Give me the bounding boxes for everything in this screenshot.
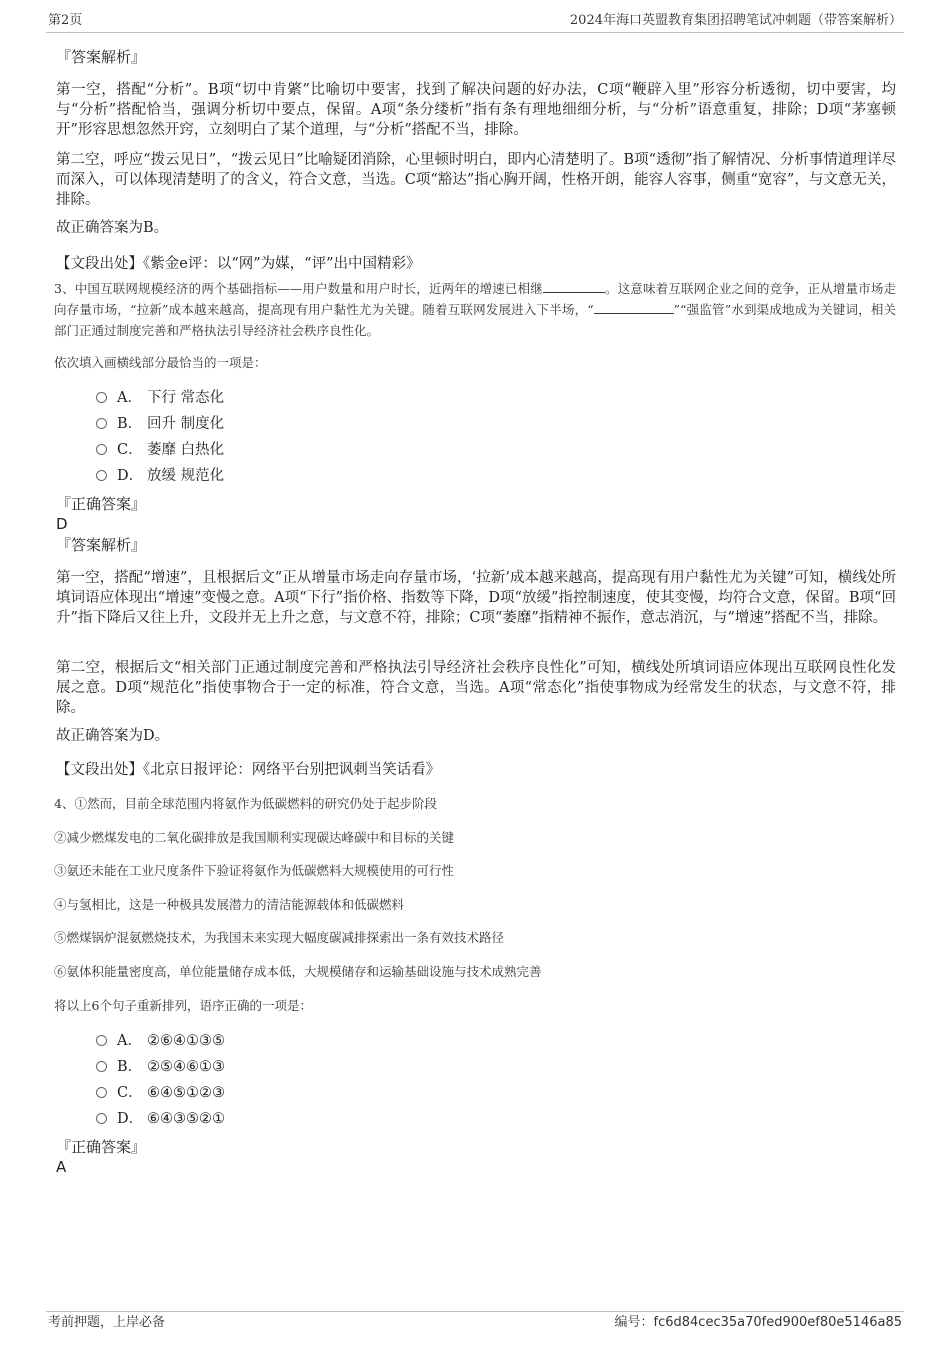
- analysis-label: 『答案解析』: [56, 536, 147, 554]
- correct-answer-label: 『正确答案』: [56, 1138, 147, 1156]
- sentence-item: ⑤燃煤锅炉混氨燃烧技术，为我国未来实现大幅度碳减排探索出一条有效技术路径: [54, 930, 505, 945]
- page-header: [46, 12, 904, 33]
- analysis-conclusion: 故正确答案为B。: [56, 220, 169, 236]
- sentence-item: ②减少燃煤发电的二氧化碳排放是我国顺利实现碳达峰碳中和目标的关键: [54, 830, 455, 845]
- source-citation: 【文段出处】《北京日报评论：网络平台别把讽刺当笑话看》: [56, 762, 441, 778]
- option-b[interactable]: [96, 413, 224, 435]
- sentence-item: ③氨还未能在工业尺度条件下验证将氨作为低碳燃料大规模使用的可行性: [54, 863, 455, 878]
- analysis-conclusion: 故正确答案为D。: [56, 728, 170, 744]
- correct-answer: A: [56, 1158, 67, 1176]
- option-text: 萎靡 白热化: [147, 442, 225, 458]
- option-d[interactable]: [96, 1108, 225, 1130]
- code-label: 编号：: [614, 1315, 654, 1330]
- option-text: ⑥④③⑤②①: [147, 1111, 225, 1127]
- correct-answer: D: [56, 515, 68, 533]
- question-stem: [54, 278, 896, 341]
- radio-icon[interactable]: [96, 1035, 107, 1046]
- analysis-label: 『答案解析』: [56, 48, 147, 66]
- question-prompt: 依次填入画横线部分最恰当的一项是：: [54, 355, 267, 370]
- source-citation: 【文段出处】《紫金e评：以“网”为媒，“评”出中国精彩》: [56, 256, 421, 272]
- option-text: ②⑤④⑥①③: [147, 1059, 225, 1075]
- radio-icon[interactable]: [96, 392, 107, 403]
- option-key: B．: [117, 1059, 143, 1075]
- question-stem-text: 。这意味着互联网企业之间的竞争，正从增量市场走向存量市场，“拉新”成本越来越高，提高现有用户黏性尤为关键。随着互联网发展进入下半场，“: [54, 281, 896, 317]
- fill-blank: [543, 280, 605, 293]
- radio-icon[interactable]: [96, 1113, 107, 1124]
- option-key: C．: [117, 442, 143, 458]
- page-number: 第2页: [48, 13, 83, 28]
- question-stem-text: ”“强监管”水到渠成地成为关键词，相关部门正通过制度完善和严格执法引导经济社会秩序良性化。: [54, 302, 897, 338]
- option-text: 下行 常态化: [147, 390, 225, 406]
- option-a[interactable]: [96, 387, 224, 409]
- option-key: C．: [117, 1085, 143, 1101]
- radio-icon[interactable]: [96, 1061, 107, 1072]
- analysis-paragraph: 第一空，搭配“分析”。B项“切中肯綮”比喻切中要害，找到了解决问题的好办法，C项“鞭辟入里”形容分析透彻，切中要害，均与“分析”搭配恰当，强调分析切中要点，保留。A项“条分缕析”指有条有理地细细分析，与“分析”语意重复，排除；D项“茅塞顿开”形容思想忽然开窍，立刻明白了某个道理，与“分析”搭配不当，排除。: [56, 82, 896, 138]
- analysis-paragraph: 第二空，根据后文“相关部门正通过制度完善和严格执法引导经济社会秩序良性化”可知，横线处所填词语应体现出互联网良性化发展之意。D项“规范化”指使事物合于一定的标准，符合文意，当选。A项“常态化”指使事物成为经常发生的状态，与文意不符，排除。: [56, 660, 896, 716]
- fill-blank: [594, 301, 674, 314]
- footer-slogan: 考前押题，上岸必备: [48, 1315, 166, 1330]
- option-key: D．: [117, 1111, 144, 1127]
- sentence-item: ④与氢相比，这是一种极具发展潜力的清洁能源载体和低碳燃料: [54, 897, 405, 912]
- option-d[interactable]: [96, 465, 224, 487]
- option-key: D．: [117, 468, 144, 484]
- document-title: 2024年海口英盟教育集团招聘笔试冲刺题（带答案解析）: [569, 13, 902, 28]
- option-c[interactable]: [96, 439, 224, 461]
- analysis-paragraph: 第二空，呼应“拨云见日”，“拨云见日”比喻疑团消除，心里顿时明白，即内心清楚明了。B项“透彻”指了解情况、分析事情道理详尽而深入，可以体现清楚明了的含义，符合文意，当选。C项“豁达”指心胸开阔，性格开朗，能容人容事，侧重“宽容”，与文意无关，排除。: [56, 152, 896, 208]
- radio-icon[interactable]: [96, 470, 107, 481]
- option-text: ②⑥④①③⑤: [147, 1033, 225, 1049]
- option-key: A．: [117, 1033, 142, 1049]
- radio-icon[interactable]: [96, 444, 107, 455]
- document-code: [615, 1313, 903, 1333]
- option-text: 回升 制度化: [147, 416, 225, 432]
- correct-answer-label: 『正确答案』: [56, 495, 147, 513]
- option-key: B．: [117, 416, 143, 432]
- radio-icon[interactable]: [96, 418, 107, 429]
- radio-icon[interactable]: [96, 1087, 107, 1098]
- code-value: fc6d84cec35a70fed900ef80e5146a85: [653, 1315, 902, 1330]
- option-c[interactable]: [96, 1082, 225, 1104]
- analysis-paragraph: 第一空，搭配“增速”，且根据后文“正从增量市场走向存量市场，‘拉新’成本越来越高，提高现有用户黏性尤为关键”可知，横线处所填词语应体现出“增速”变慢之意。A项“下行”指价格、指数等下降，D项“放缓”指控制速度，使其变慢，均符合文意，保留。B项“回升”指下降后又往上升，文段并无上升之意，与文意不符，排除；C项“萎靡”指精神不振作，意志消沉，与“增速”搭配不当，排除。: [56, 570, 896, 626]
- question-stem-text: 3、中国互联网规模经济的两个基础指标——用户数量和用户时长，近两年的增速已相继: [54, 281, 543, 296]
- option-text: ⑥④⑤①②③: [147, 1085, 225, 1101]
- question-prompt: 将以上6个句子重新排列，语序正确的一项是：: [54, 998, 312, 1013]
- option-text: 放缓 规范化: [147, 468, 225, 484]
- option-key: A．: [117, 390, 142, 406]
- sentence-item: ⑥氨体积能量密度高，单位能量储存成本低，大规模储存和运输基础设施与技术成熟完善: [54, 964, 542, 979]
- sentence-item: 4、①然而，目前全球范围内将氨作为低碳燃料的研究仍处于起步阶段: [54, 796, 437, 811]
- page-footer: [46, 1311, 904, 1332]
- option-b[interactable]: [96, 1056, 225, 1078]
- option-a[interactable]: [96, 1030, 225, 1052]
